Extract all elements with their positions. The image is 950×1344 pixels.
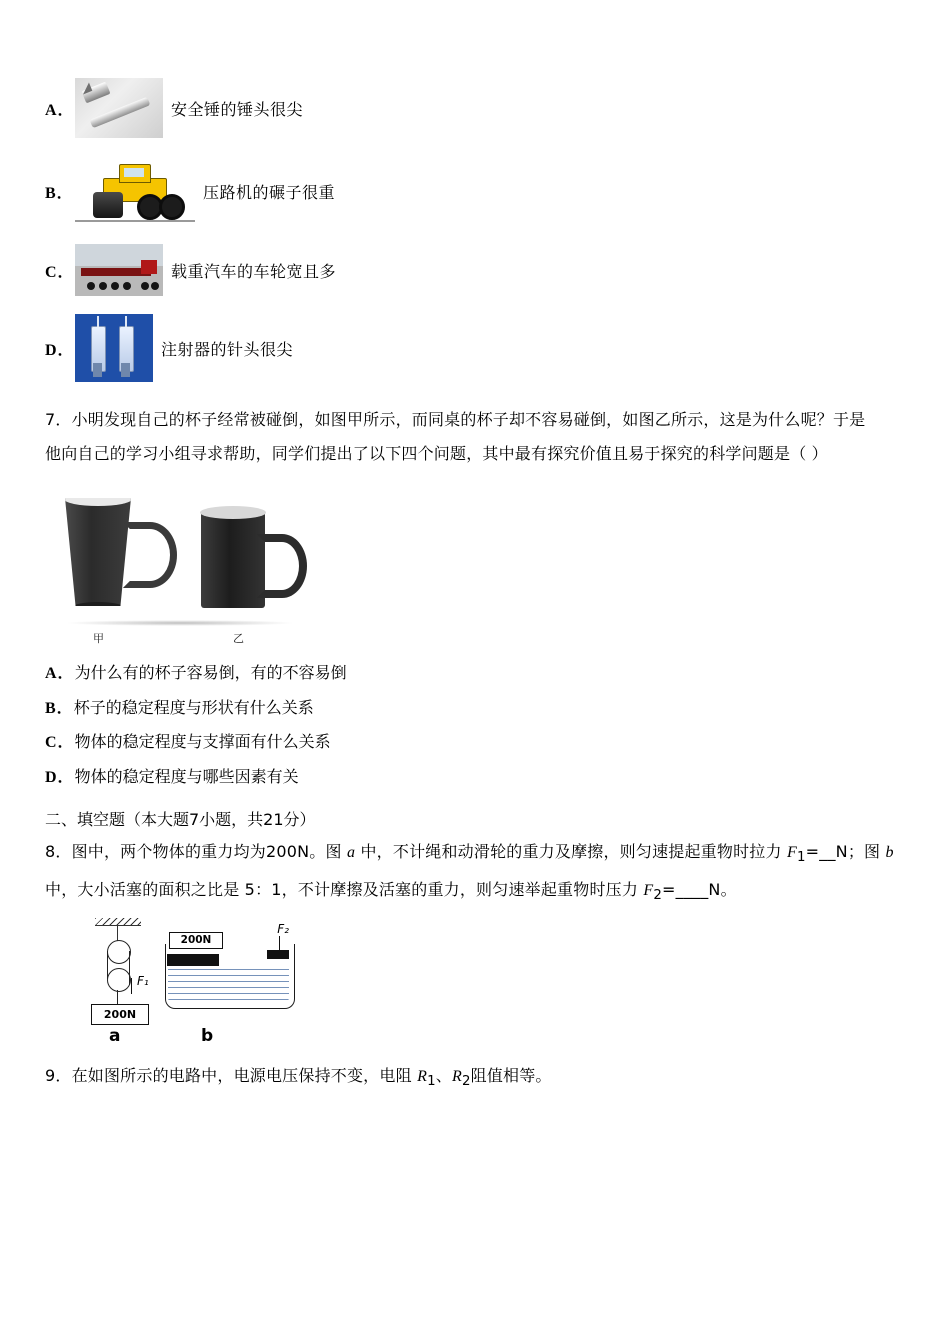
fixed-pulley <box>107 940 131 964</box>
q8-f1-subscript: 1 <box>796 850 806 866</box>
question7-option-c <box>45 725 905 760</box>
q8-text-2: 中，不计绳和动滑轮的重力及摩擦，则匀速提起重物时拉力 <box>355 842 787 862</box>
force-f1-label: F₁ <box>137 974 149 989</box>
q8-f1-symbol: F <box>786 844 797 862</box>
syringe-photo <box>75 314 153 382</box>
q8-text-5: =____N。 <box>662 880 737 900</box>
question7-stem-line1: 7．小明发现自己的杯子经常被碰倒，如图甲所示，而同桌的杯子却不容易碰倒，如图乙所示，这是为什么呢？于是 <box>45 410 866 429</box>
pulley-piston-figure <box>55 918 315 1046</box>
q8-f2-symbol: F <box>643 882 654 900</box>
q9-text-1: 9．在如图所示的电路中，电源电压保持不变，电阻 <box>45 1066 418 1086</box>
q8-f2-subscript: 2 <box>653 888 663 904</box>
question7-option-a-text: 为什么有的杯子容易倒，有的不容易倒 <box>74 663 347 682</box>
option-text-b: 压路机的碾子很重 <box>203 182 336 202</box>
question9-line <box>45 1060 905 1096</box>
cup-b-shape <box>201 512 265 608</box>
section-title-fill-in-blank: 二、填空题（本大题7小题，共21分） <box>45 810 316 830</box>
option-row-a <box>45 78 905 138</box>
piston-load-label: 200N <box>169 932 223 949</box>
question7-option-b-text: 杯子的稳定程度与形状有什么关系 <box>73 697 314 717</box>
q9-r2-symbol: R <box>451 1068 462 1086</box>
page-content <box>45 78 905 1098</box>
q8-fig-b: b <box>885 844 894 862</box>
figure-caption-b: b <box>201 1026 214 1047</box>
q8-text-4: 中，大小活塞的面积之比是 5：1，不计摩擦及活塞的重力，则匀速举起重物时压力 <box>45 880 644 900</box>
option-text-d: 注射器的针头很尖 <box>161 339 294 359</box>
hydraulic-vessel <box>165 922 293 1008</box>
option-letter-b: B． <box>45 184 74 202</box>
option-row-b <box>45 156 905 226</box>
option-text-c: 载重汽车的车轮宽且多 <box>171 261 337 281</box>
safety-hammer-photo <box>75 78 163 138</box>
question8-block <box>45 836 905 1046</box>
option-letter-d: D． <box>45 341 75 359</box>
q8-text-1: 8．图中，两个物体的重力均为200N。图 <box>45 842 347 862</box>
cup-b-handle <box>257 534 307 598</box>
option-row-c <box>45 244 905 296</box>
question6-options <box>45 78 905 382</box>
option-row-d <box>45 314 905 382</box>
question7-option-c-text: 物体的稳定程度与支撑面有什么关系 <box>74 732 331 752</box>
question8-line2 <box>45 874 905 910</box>
q9-text-2: 阻值相等。 <box>470 1066 552 1086</box>
cup-a-handle <box>123 522 177 588</box>
q8-text-3: =__N；图 <box>805 842 886 862</box>
movable-pulley <box>107 968 131 992</box>
question8-line1 <box>45 836 905 872</box>
question7-option-b <box>45 691 905 726</box>
cup-a-caption: 甲 <box>93 632 104 645</box>
question7-block <box>45 404 905 794</box>
option-letter-c: C． <box>45 263 75 281</box>
q9-separator: 、 <box>435 1066 452 1086</box>
q8-fig-a: a <box>346 844 356 862</box>
question7-option-d-text: 物体的稳定程度与哪些因素有关 <box>74 766 299 786</box>
option-letter-a: A． <box>45 101 75 119</box>
small-piston <box>267 950 289 959</box>
weight-block-label: 200N <box>91 1004 149 1025</box>
cup-a-shape <box>65 498 131 606</box>
question7-option-c-letter: C． <box>45 734 75 752</box>
large-piston <box>167 954 219 966</box>
cups-figure <box>65 488 325 648</box>
force-f2-label: F₂ <box>277 922 289 937</box>
question7-option-d <box>45 760 905 795</box>
q9-r2-subscript: 2 <box>461 1074 471 1090</box>
option-text-a: 安全锤的锤头很尖 <box>171 99 304 119</box>
q9-r1-symbol: R <box>417 1068 428 1086</box>
question7-option-a-letter: A． <box>45 665 75 682</box>
q9-r1-subscript: 1 <box>427 1074 436 1090</box>
question7-option-a <box>45 656 905 691</box>
road-roller-photo <box>75 156 195 226</box>
heavy-truck-photo <box>75 244 163 296</box>
question7-option-d-letter: D． <box>45 768 75 786</box>
figure-caption-a: a <box>109 1026 121 1047</box>
question7-option-b-letter: B． <box>45 699 74 717</box>
cup-b-caption: 乙 <box>233 632 244 645</box>
question7-stem-line2: 他向自己的学习小组寻求帮助，同学们提出了以下四个问题，其中最有探究价值且易于探究的科学问题是（ ） <box>45 444 828 463</box>
